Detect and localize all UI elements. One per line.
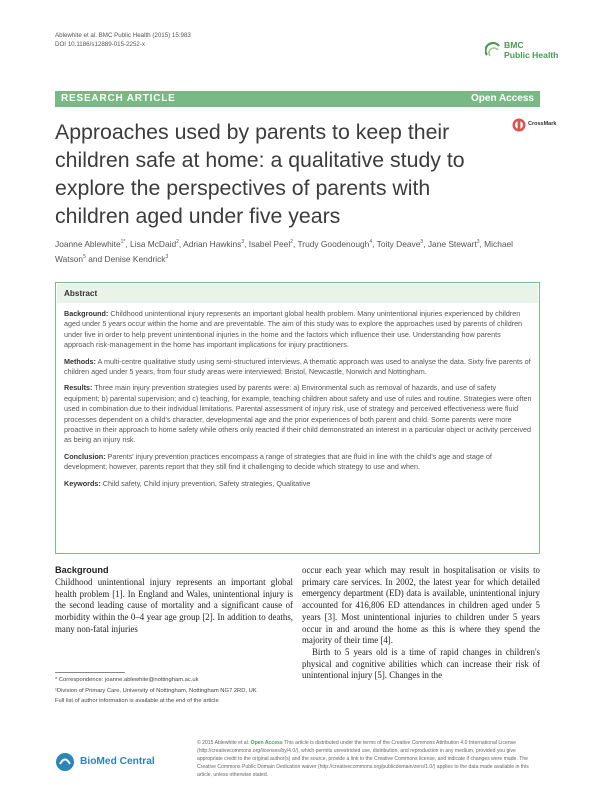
abstract-box: [55, 282, 540, 554]
body-paragraph: Birth to 5 years old is a time of rapid changes in children's physical and cognitive abilities which can increase their risk of unintentional injury [5]. Changes in the: [302, 646, 540, 681]
license-text: © 2015 Ablewhite et al. Open Access This article is distributed under the terms of the Creative Commons Attribution 4.0 International License (http://creativecommons.org/licenses/by/4.0/), which permits unrestricted use, distribution, and reproduction in any medium, provided you give appropriate credit to the original author(s) and the source, provide a link to the Creative Commons license, and indicate if changes were made. The Creative Commons Public Domain Dedication waiver (http://creativecommons.org/publicdomain/zero/1.0/) applies to the data made available in this article, unless otherwise stated.: [197, 740, 529, 778]
abstract-header: [57, 284, 538, 303]
author-list: Joanne Ablewhite$^{1*}$, Lisa McDaid$^2$, Adrian Hawkins$^3$, Isabel Peel$^2$, Trudy Goodenough$^4$, Toity Deave$^3$, Jane Stewart$^3$, Michael Watson$^5$ and Denise Kendrick$^3$: [55, 238, 514, 265]
section-heading-background: Background: [55, 565, 109, 575]
authors-and: and: [88, 254, 103, 265]
author[interactable]: Lisa McDaid$^2$: [130, 238, 179, 249]
biomed-central-logo-icon: [55, 752, 75, 772]
author[interactable]: Joanne Ablewhite$^{1*}$: [55, 238, 126, 249]
author[interactable]: Toity Deave$^3$: [376, 238, 424, 249]
body-paragraph: occur each year which may result in hospitalisation or visits to primary care services. In 2002, the latest year for which detailed emergency department (ED) data is available, unintentional injury accounted for 416,806 ED attendances in children aged under 5 years [3]. Most unintentional injuries to children under 5 years occur in and around the home as this is where they spend the majority of their time [4].: [302, 565, 540, 646]
bmc-public-health-logo-icon: [485, 42, 501, 58]
crossmark-label[interactable]: CrossMark: [528, 121, 557, 127]
journal-name-line-1: BMC: [504, 40, 524, 50]
citation: [55, 31, 191, 49]
affiliation-note: ¹Division of Primary Care, University of Nottingham, Nottingham NG7 2RD, UK: [55, 687, 257, 694]
author[interactable]: Trudy Goodenough$^4$: [297, 238, 373, 249]
body-right-column: [302, 565, 540, 682]
footnotes: [55, 676, 293, 706]
article-type-label: RESEARCH ARTICLE: [61, 93, 176, 104]
footnote-divider: [55, 672, 125, 673]
abstract-heading: Abstract: [64, 289, 98, 298]
citation-doi[interactable]: DOI 10.1186/s12889-015-2252-x: [55, 41, 146, 48]
abstract-methods: Methods: A multi-centre qualitative study using semi-structured interviews. A thematic approach was used to analyse the data. Sixty five parents of children aged under 5 years, from four study areas were interviewed: Bristol, Newcastle, Norwich and Nottingham.: [64, 356, 531, 377]
abstract-keywords: Keywords: Child safety, Child injury prevention, Safety strategies, Qualitative: [64, 478, 311, 488]
abstract-background: Background: Childhood unintentional injury represents an important global health problem. Many unintentional injuries experienced by children aged under 5 years occur within the home and are preventable. The aim of this study was to explore the approaches used by parents of children under five in order to help prevent unintentional injuries in the home and the factors which influence their use. Understanding how parents approach risk-management in the home has important implications for injury practitioners.: [64, 309, 523, 350]
crossmark-icon[interactable]: [512, 118, 526, 132]
correspondence-note[interactable]: * Correspondence: joanne.ablewhite@nottingham.ac.uk: [55, 677, 199, 683]
journal-logo-text: [504, 40, 558, 60]
author[interactable]: Isabel Peel$^2$: [248, 238, 293, 249]
author[interactable]: Adrian Hawkins$^3$: [183, 238, 245, 249]
abstract-conclusion: Conclusion: Parents' injury prevention practices encompass a range of strategies that are fluid in line with the child's age and stage of development; however, parents report that they still find it challenging to decide which strategy to use and when.: [64, 451, 492, 472]
journal-name-line-2: Public Health: [504, 50, 559, 60]
abstract-results: Results: Three main injury prevention strategies used by parents were: a) Environmental such as removal of hazards, and use of safety equipment; b) parental supervision; and c) teaching, for example, teaching children about safety and use of rules and routine. Strategies were often used in combination due to their individual limitations. Parental assessment of injury risk, use of strategy and perceived effectiveness were fluid processes dependent on a child's character, developmental age and the prior experiences of both parent and child. Some parents were more proactive in their approach to home safety while others only reacted if their child demonstrated an interest in a particular object or activity perceived as being an injury risk.: [64, 383, 532, 445]
abstract-body: [64, 309, 532, 495]
citation-line-1: Ablewhite et al. BMC Public Health (2015) 15:983: [55, 32, 191, 39]
open-access-label: Open Access: [471, 93, 534, 104]
author-info-note: Full list of author information is available at the end of the article: [55, 698, 219, 705]
author[interactable]: Michael Watson$^5$: [55, 238, 514, 265]
publisher-name: BioMed Central: [80, 756, 155, 767]
article-title: Approaches used by parents to keep their children safe at home: a qualitative study to explore the perspectives of parents with children aged under five years: [55, 120, 465, 228]
body-left-column: Childhood unintentional injury represents an important global health problem [1]. In England and Wales, unintentional injury is the second leading cause of mortality and a significant cause of morbidity within the 0–4 year age group [2]. In addition to deaths, many non-fatal injuries: [55, 577, 293, 634]
author[interactable]: Jane Stewart$^3$: [427, 238, 480, 249]
author[interactable]: Denise Kendrick$^3$: [104, 254, 169, 265]
